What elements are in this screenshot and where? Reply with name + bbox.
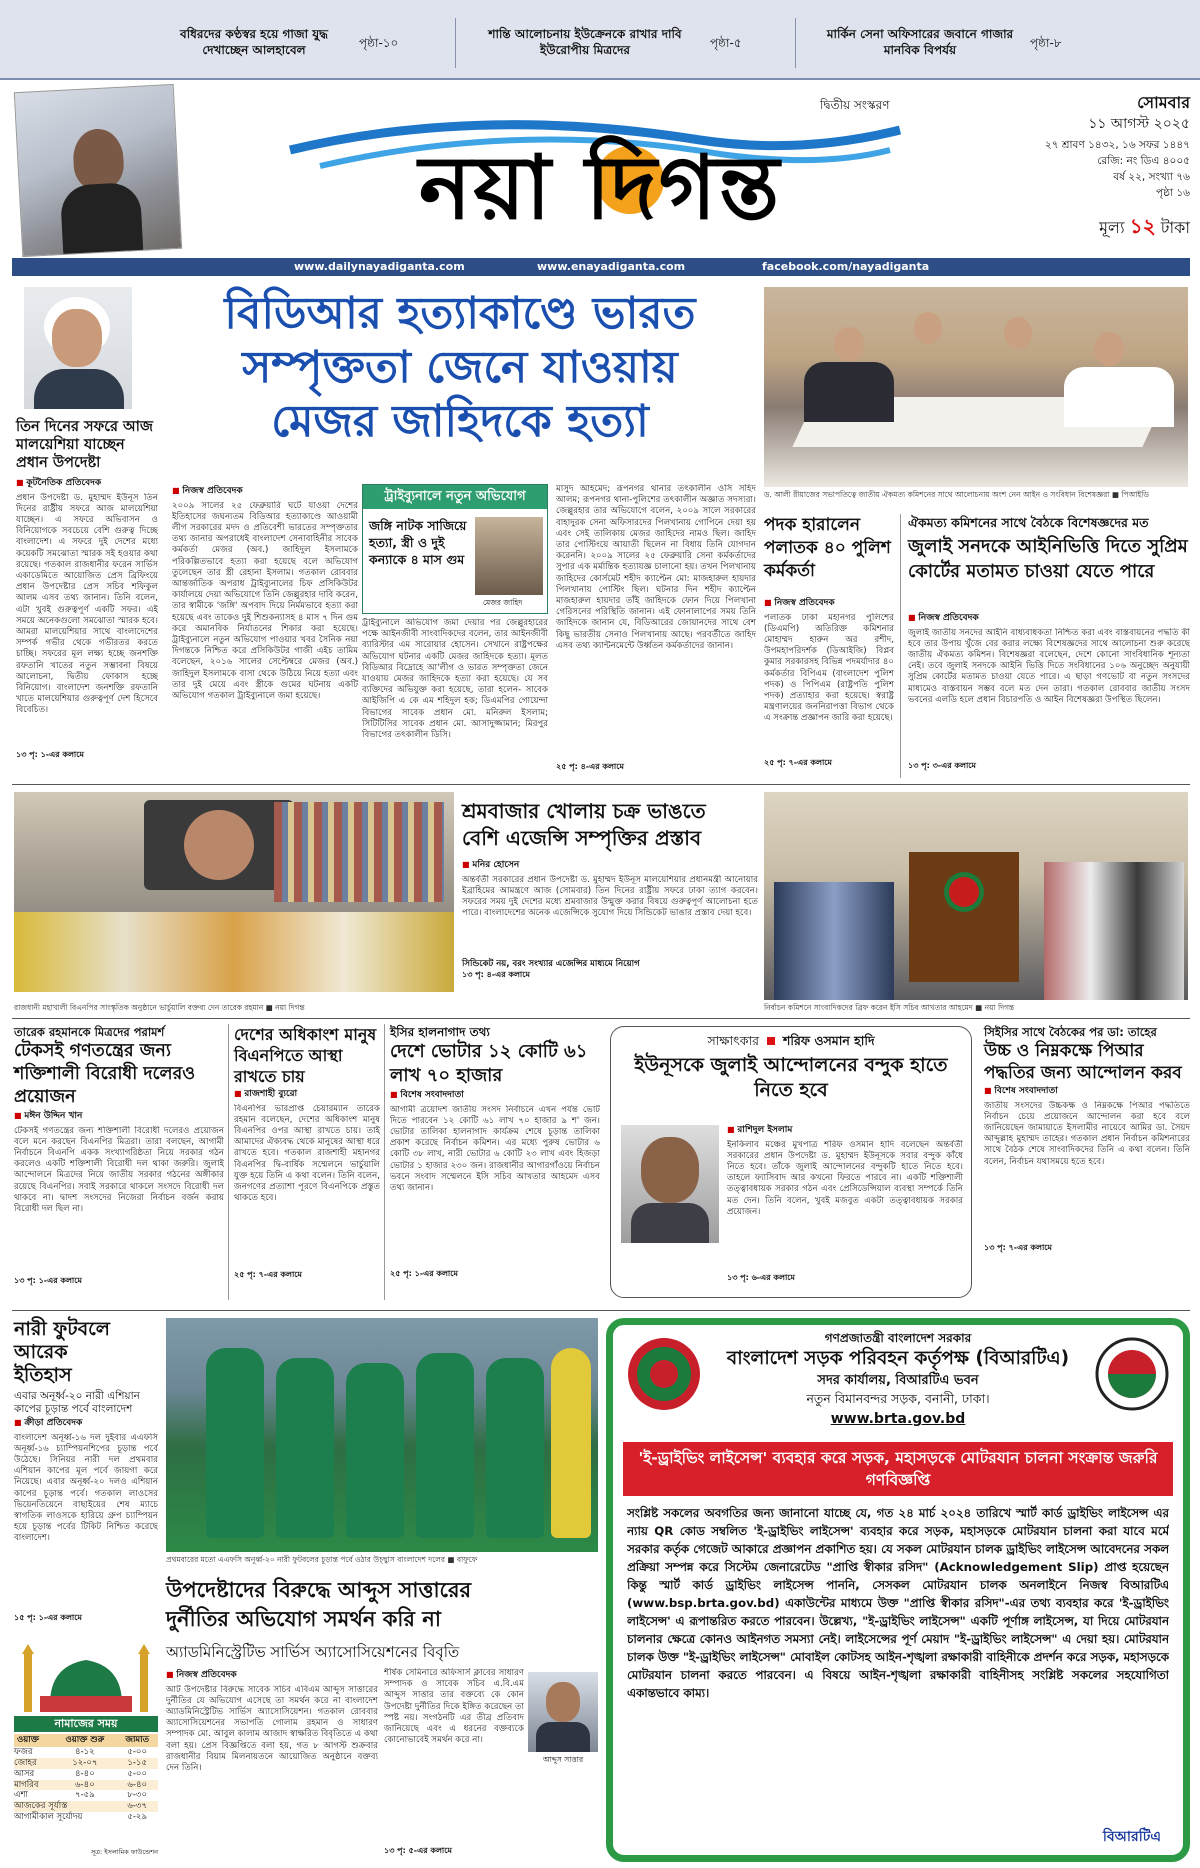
yunus-story [16, 476, 158, 776]
interview-box[interactable] [610, 1026, 972, 1298]
left-photo-caption: রাজধানী মহাখালী বিএনপির সাংস্কৃতিক অনুষ্ঠানে ভার্চুয়ালি বক্তব্য দেন তারেক রহমান ■ নয়া দিগন্ত [14, 1003, 305, 1012]
sattar-caption: আব্দুস সাত্তার [542, 1755, 584, 1764]
price-unit: টাকা [1160, 218, 1190, 237]
majority-continued: ২৫ পৃ: ৭-এর কলামে [234, 1269, 302, 1279]
epaper-link[interactable]: www.enayadiganta.com [537, 260, 686, 273]
prayer-col-header: ওয়াক্ত শুরু [65, 1735, 105, 1745]
prayer-row: জোহর ১২-০৭ ১-১৫ [14, 1758, 158, 1769]
yunus-byline: ■ কূটনৈতিক প্রতিবেদক [16, 478, 158, 490]
major-zahid-photo [475, 517, 543, 595]
prayer-times-box [14, 1644, 158, 1860]
teaser-1-page: পৃষ্ঠা-১০ [359, 36, 399, 50]
football-headline: নারী ফুটবলে আরেক ইতিহাস [14, 1318, 110, 1386]
consensus-continued: ১৩ পৃ: ৩-এর কলামে [908, 760, 976, 770]
brta-logo-icon [1093, 1335, 1171, 1413]
photo-credit: নয়া দিগন্ত [275, 1003, 305, 1012]
registration: রেজি: নং ডিএ ৪০০৫ [1097, 155, 1190, 167]
lead-headline-line: মেজর জাহিদকে হত্যা [271, 396, 649, 447]
admin-continued: ১৩ পৃ: ৫-এর কলামে [384, 1846, 452, 1855]
voters-headline: দেশে ভোটার ১২ কোটি ৬১ লাখ ৭০ হাজার [390, 1041, 588, 1086]
page-count: পৃষ্ঠা ১৬ [1156, 187, 1190, 199]
police-continued: ২৫ পৃ: ৭-এর কলামে [764, 757, 832, 767]
admin-byline: ■ নিজস্ব প্রতিবেদক [166, 1670, 378, 1682]
date-bangla: ২৭ শ্রাবণ ১৪৩২, ১৬ সফর ১৪৪৭ [1044, 139, 1190, 151]
price-number: ১২ [1129, 214, 1156, 238]
interview-headline: ইউনূসকে জুলাই আন্দোলনের বন্দুক হাতে নিতে হবে [634, 1054, 948, 1101]
teaser-3-text: মার্কিন সেনা অফিসারের জবানে গাজার মানবিক বিপর্যয় [826, 27, 1014, 57]
lead-col-3 [556, 484, 756, 774]
tarique-continued: ১৩ পৃ: ১-এর কলামে [14, 1275, 82, 1285]
interview-body: ইনকিলাব মঞ্চের মুখপাত্র শরিফ ওসমান হাদি বলেছেন অন্তর্বর্তী সরকারের প্রধান উপদেষ্টা ড. মুহাম্মদ ইউনূসকে সবার বন্দুক কাঁধে নিতে হবে। তাঁকে জুলাই আন্দোলনের বন্দুকটি হাতে নিতে হবে। তাহলে ফ্যাসিবাদ আর কখনো ফিরতে পারবে না। একটি শক্তিশালী তত্ত্বাবধায়ক সরকার গঠন এবং প্রেসিডেন্সিয়াল ব্যবস্থা সম্পর্কে তিনি মত দেন। তিনি বলেন, খুবই মজবুত একটা তত্ত্বাবধায়ক সরকার প্রয়োজন। [727, 1139, 963, 1217]
prayer-title: নামাজের সময় [14, 1716, 158, 1732]
police-byline: ■ নিজস্ব প্রতিবেদক [764, 598, 894, 610]
labour-story [462, 858, 758, 1004]
teaser-2-page: পৃষ্ঠা-৫ [710, 36, 742, 50]
ad-org: বাংলাদেশ সড়ক পরিবহন কর্তৃপক্ষ (বিআরটিএ) [726, 1348, 1070, 1370]
photo-credit: পিআইডি [1121, 490, 1149, 499]
football-photo[interactable] [166, 1318, 598, 1552]
yunus-headline[interactable]: তিন দিনের সফরে আজ মালয়েশিয়া যাচ্ছেন প্রধান উপদেষ্টা [16, 419, 153, 471]
interview-label-row [611, 1033, 971, 1049]
tribunal-text: জঙ্গি নাটক সাজিয়ে হত্যা, স্ত্রী ও দুই কন্যাকে ৪ মাস গুম [369, 518, 467, 567]
column-rule [384, 1024, 385, 1300]
interview-text [727, 1123, 963, 1293]
tribunal-box[interactable] [362, 484, 548, 614]
police-headline[interactable]: পদক হারালেন পলাতক ৪০ পুলিশ কর্মকর্তা [764, 515, 891, 581]
interview-label: সাক্ষাৎকার [707, 1033, 760, 1048]
labour-headline-line: শ্রমবাজার খোলায় চক্র ভাঙতে [462, 799, 706, 823]
admin-col-1 [166, 1668, 378, 1860]
majority-byline: ■ রাজশাহী ব্যুরো [234, 1089, 380, 1101]
bullet-icon [767, 1037, 775, 1045]
admin-headline-line: উপদেষ্টাদের বিরুদ্ধে আব্দুস সাত্তারের [166, 1578, 472, 1602]
labour-headline-line: বেশি এজেন্সি সম্পৃক্তির প্রস্তাব [462, 826, 702, 850]
admin-body-1: আট উপদেষ্টার বিরুদ্ধে সাবেক সচিব এবিএম আব্দুস সাত্তারের দুর্নীতির যে অভিযোগ এসেছে তা সমর্থন করে না বাংলাদেশ অ্যাডমিনিস্ট্রেটিভ সার্ভিস অ্যাসোসিয়েশন। গতকাল রোববার অ্যাসোসিয়েশনের সভাপতি গোলাম রহমান ও সাধারণ সম্পাদক মো. আবুল কালাম আজাদ স্বাক্ষরিত বিবৃতিতে এ কথা বলা হয়। প্রেস বিজ্ঞপ্তিতে বলা হয়, গত ৮ আগস্ট শুক্রবার রাজধানীর বিয়াম মিলনায়তনে আয়োজিত অনুষ্ঠানে বক্তব্য দেন তিনি। [166, 1684, 378, 1773]
majority-story[interactable] [234, 1024, 380, 1302]
section-rule [12, 1018, 1190, 1019]
lead-byline: ■ নিজস্ব প্রতিবেদক [172, 486, 358, 498]
volume: বর্ষ ২২, সংখ্যা ৭৬ [1113, 171, 1190, 183]
pr-headline: উচ্চ ও নিম্নকক্ষে পিআর পদ্ধতির জন্য আন্দোলন করব [984, 1041, 1182, 1083]
labour-byline: ■ মনির হোসেন [462, 860, 758, 872]
admin-col-2 [384, 1668, 524, 1860]
football-photo-caption: প্রথমবারের মতো এএফসি অনূর্ধ্ব-২০ নারী ফুটবলের চূড়ান্ত পর্বে ওঠার উচ্ছ্বাস বাংলাদেশ দলের ■ বাফুফে [166, 1555, 478, 1564]
brta-ad[interactable] [606, 1318, 1190, 1862]
lead-col-1 [172, 484, 358, 774]
pr-body: জাতীয় সংসদের উচ্চকক্ষ ও নিম্নকক্ষে পিআর পদ্ধতিতে নির্বাচন চেয়ে প্রয়োজনে আন্দোলন করা হবে বলে জানিয়েছেন জামায়াতে ইসলামীর নায়েবে আমির ডা. সৈয়দ আব্দুল্লাহ মুহাম্মদ তাহের। গতকাল প্রধান নির্বাচন কমিশনারের সাথে বৈঠক শেষে সাংবাদিকদের তিনি এ কথা বলেন। তিনি বলেন, নির্বাচন যথাসময়ে হতে হবে। [984, 1100, 1190, 1167]
date-block [985, 92, 1190, 241]
admin-body-2: শীর্ষক সেমিনারে অফিসার্স ক্লাবের সাধারণ সম্পাদক ও সাবেক সচিব এ.বি.এম আব্দুস সাত্তার তার বক্তব্যে কে কোন উপদেষ্টা দুর্নীতির দিকে ইঙ্গিত করেছেন তা স্পষ্ট নয়। সংগঠনটি এর তীব্র প্রতিবাদ জানিয়েছে এবং এ ধরনের বক্তব্যকে কোনোভাবেই সমর্থন করে না। [384, 1668, 524, 1746]
prayer-row: এশা ৭-৫৯ ৮-৩০ [14, 1790, 147, 1801]
tarique-story[interactable] [14, 1024, 224, 1302]
voters-story[interactable] [390, 1024, 600, 1302]
police-body: পলাতক ঢাকা মহানগর পুলিশের (ডিএমপি) অতিরিক্ত কমিশনার মোহাম্মদ হারুন অর রশীদ, উপমহাপরিদর্শক (ডিআইজি) বিপ্লব কুমার সরকারসহ বিভিন্ন পদমর্যাদার ৪০ কর্মকর্তার বিপিএম (বাংলাদেশ পুলিশ পদক) ও পিপিএম (রাষ্ট্রপতি পুলিশ পদক) প্রত্যাহার করা হয়েছে। স্বরাষ্ট্র মন্ত্রণালয়ের জননিরাপত্তা বিভাগ থেকে এ সংক্রান্ত প্রজ্ঞাপন জারি করা হয়েছে। [764, 612, 894, 724]
pr-kicker: সিইসির সাথে বৈঠকের পর ডা: তাহের [984, 1025, 1157, 1039]
sunrise-row: আগামীকাল সূর্যোদয় ৫-২৯ [14, 1812, 147, 1823]
website-link[interactable]: www.dailynayadiganta.com [294, 260, 465, 273]
interview-continued: ১৩ পৃ: ৬-এর কলামে [727, 1272, 795, 1282]
majority-headline: দেশের অধিকাংশ মানুষ বিএনপিতে আস্থা রাখতে চায় [234, 1025, 377, 1086]
teaser-3[interactable] [800, 18, 1190, 68]
lead-body-2: ট্রাইব্যুনালে অভিযোগ জমা দেয়ার পর জেল্লুরহারের পক্ষে আইনজীবী সাংবাদিকদের বলেন, তার আইনজীবী ব্যারিস্টার এম সারোয়ার হোসেন। সেখানে রাষ্ট্রপক্ষের অভিযোগ ঘটনার একটি মেজর জাহিদকে হত্যা। মূলত বিডিআর বিদ্রোহে আ'লীগ ও ভারত সম্পৃক্ততা জেনে যাওয়ায় মেজর জাহিদকে হত্যা করা হয়েছে। যে সব ব্যক্তিদের অভিযুক্ত করা হয়েছে, তারা হলেন- সাবেক আইজিপি এ কে এম শহিদুল হক; ডিএমপির গোয়েন্দা বিভাগের সাবেক প্রধান মো. মনিরুল ইসলাম; সিটিটিসির সাবেক প্রধান মো. আসাদুজ্জামান; মিরপুর বিভাগের তৎকালীন ডিসি। [362, 618, 548, 741]
voters-body: আগামী ত্রয়োদশ জাতীয় সংসদ নির্বাচনে এখন পর্যন্ত ভোট দিতে পারবেন ১২ কোটি ৬১ লাখ ৭০ হাজার ৯ শ' জন। ভোটার তালিকা হালনাগাদ কার্যক্রম শেষে চূড়ান্ত তালিকা প্রকাশ করেছে নির্বাচন কমিশন। এর মধ্যে পুরুষ ভোটার ৬ কোটি ৩৮ লাখ, নারী ভোটার ৬ কোটি ২৩ লাখ এবং হিজড়া ভোটার ১ হাজার ২৩০ জন। রাজধানীর আগারগাঁওয়ে নির্বাচন ভবনে সংবাদ সম্মেলনে ইসি সচিব আখতার আহমেদ এসব তথ্য জানান। [390, 1104, 600, 1193]
ad-signature: বিআরটিএ [1102, 1829, 1161, 1846]
prayer-row: মাগরিব ৬-৪০ ৬-৪০ [14, 1780, 158, 1791]
teaser-1[interactable] [14, 18, 454, 68]
yunus-photo[interactable] [24, 287, 132, 409]
lead-headline-line: সম্পৃক্ততা জেনে যাওয়ায় [242, 342, 678, 393]
lead-col-2 [362, 618, 548, 776]
photo-credit: বাফুফে [456, 1555, 478, 1564]
column-rule [228, 1024, 229, 1300]
ad-website[interactable]: www.brta.gov.bd [830, 1411, 966, 1428]
price [985, 213, 1190, 241]
consensus-story[interactable] [908, 514, 1190, 584]
teaser-1-text: বধিরদের কণ্ঠস্বর হয়ে গাজা যুদ্ধ দেখাচ্ছেন আলহাবেল [180, 27, 328, 57]
pr-byline: ■ বিশেষ সংবাদদাতা [984, 1086, 1190, 1098]
tarique-byline: ■ মঈন উদ্দিন খান [14, 1111, 224, 1123]
section-rule [12, 1310, 1190, 1311]
football-continued: ১৫ পৃ: ১-এর কলামে [14, 1612, 82, 1622]
masthead-title: নয়া দিগন্ত [418, 135, 782, 239]
ad-address: নতুন বিমানবন্দর সড়ক, বনানী, ঢাকা। [806, 1391, 990, 1407]
tarique-kicker: তারেক রহমানকে মিত্রদের পরামর্শ [14, 1025, 165, 1039]
teaser-2[interactable] [460, 18, 790, 68]
prayer-row: ফজর ৪-১২ ৫-০০ [14, 1746, 147, 1757]
lead-body-1: ২০০৯ সালের ২৫ ফেব্রুয়ারি ঘটে যাওয়া দেশের ইতিহাসের জঘন্যতম বিডিআর হত্যাকাণ্ডে আওয়ামী লীগ সরকারের মদদ ও প্রতিবেশী ভারতের সম্পৃক্ততার তথ্য জানার অপরাধেই বাংলাদেশ সেনাবাহিনীর সাবেক কর্মকর্তা মেজর (অব.) জাহিদুল ইসলামকে পরিকল্পিতভাবে হত্যা করা হয়েছে বলে অভিযোগ তুলেছেন তার স্ত্রী রেহানা ইসলাম। গতকাল রোববার আন্তর্জাতিক অপরাধ ট্রাইব্যুনালের চিফ প্রসিকিউটর কার্যালয়ে দেয়া অভিযোগে তিনি জেল্লুরহার দাবি করেন, তার স্বামীকে 'জঙ্গি' অপবাদ দিয়ে নির্মমভাবে হত্যা করা হয়েছে এবং তাকেও দুই শিশুকন্যাসহ ৪ মাস ৭ দিন গুম করে অমানবিক নির্যাতনের শিকার করা হয়েছে। ট্রাইব্যুনালে নতুন অভিযোগ পাওয়ার খবর সৈনিক নয়া দিগন্তকে নিশ্চিত করে প্রসিকিউটর গাজী এইচ তামিম বলেছেন, ২০১৬ সালের সেপ্টেম্বরে মেজর (অব.) জাহিদুল ইসলামকে বাসা থেকে উঠিয়ে নিয়ে হত্যা এবং তার দুই মেয়ে এবং স্ত্রীকে গুমের ঘটনায় একটি অভিযোগ গতকাল ট্রাইব্যুনালে জমা হয়েছে। [172, 500, 358, 701]
mosque-icon [14, 1644, 158, 1714]
hadi-photo [621, 1125, 719, 1243]
bnp-event-photo[interactable] [14, 792, 454, 992]
consensus-body: জুলাই জাতীয় সনদের আইনি বাধ্যবাধকতা নিশ্চিত করা এবং বাস্তবায়নের পদ্ধতি কী হবে তার উপায় খুঁজে বের করার লক্ষ্যে বিশেষজ্ঞদের সাথে আলোচনা শুরু করেছে জাতীয় ঐকমত্য কমিশন। বিশেষজ্ঞরা বলেছেন, দেশে কোনো সাংবিধানিক শূন্যতা নেই। তবে জুলাই সনদকে আইনি ভিত্তি দিতে সংবিধানের ১০৬ অনুচ্ছেদ অনুযায়ী সুপ্রিম কোর্টের মতামত চাওয়া যেতে পারে। এ ছাড়া গণভোট বা নতুন সংসদের মাধ্যমেও বাস্তবায়ন সম্ভব বলে মত দেন তারা। গতকাল রোববার জাতীয় সংসদ ভবনের এলডি হলে প্রধান বিচারপতি ও আইন বিশেষজ্ঞরা উপস্থিত ছিলেন। [908, 627, 1190, 705]
consensus-headline: জুলাই সনদকে আইনিভিত্তি দিতে সুপ্রিম কোর্টের মতামত চাওয়া যেতে পারে [908, 536, 1188, 582]
voters-continued: ২৫ পৃ: ১-এর কলামে [390, 1268, 458, 1278]
labour-headline[interactable] [462, 798, 762, 852]
admin-headline[interactable] [166, 1576, 598, 1634]
voters-kicker: ইসির হালনাগাদ তথ্য [390, 1025, 490, 1039]
football-subhead: এবার অনূর্ধ্ব-২০ নারী এশিয়ান কাপের চূড়ান্ত পর্বে বাংলাদেশ [14, 1390, 140, 1415]
right-photo-caption: নির্বাচন কমিশনে সাংবাদিকদের ব্রিফ করেন ইসি সচিব আখতার আহমেদ ■ নয়া দিগন্ত [764, 1003, 1015, 1012]
sunset-row: আজকের সূর্যাস্ত ৬-৩৭ [14, 1801, 158, 1812]
consensus-meeting-photo[interactable] [764, 287, 1188, 487]
police-story [764, 596, 894, 778]
edition-label: দ্বিতীয় সংস্করণ [820, 98, 890, 112]
government-logo-icon [625, 1335, 703, 1413]
admin-subhead: অ্যাডমিনিস্ট্রেটিভ সার্ভিস অ্যাসোসিয়েশনের বিবৃতি [166, 1643, 460, 1661]
photo-credit: নয়া দিগন্ত [984, 1003, 1015, 1012]
lead-headline-line: বিডিআর হত্যাকাণ্ডে ভারত [224, 288, 696, 339]
teaser-2-text: শান্তি আলোচনায় ইউক্রেনকে রাখার দাবি ইউরোপীয় মিত্রদের [488, 27, 682, 57]
teaser-divider [795, 18, 796, 68]
admin-headline-line: দুর্নীতির অভিযোগ সমর্থন করি না [166, 1607, 441, 1631]
prayer-row: আসর ৪-৪০ ৫-০০ [14, 1768, 147, 1779]
price-label: মূল্য [1099, 218, 1125, 237]
football-body: বাংলাদেশ অনূর্ধ্ব-১৬ দল দুইবার এএফসি অনূর্ধ্ব-১৬ চ্যাম্পিয়নশিপের চূড়ান্ত পর্বে উঠেছে। সিনিয়র নারী দল প্রথমবার এশিয়ান কাপের মূল পর্বে জায়গা করে নিয়েছে। এবার অনূর্ধ্ব-২০ দলও এশিয়ান কাপের চূড়ান্ত পর্বে। গতকাল লাওসের ভিয়েনতিয়েনে বাছাইয়ের শেষ ম্যাচে স্বাগতিক লাওসকে হারিয়ে গ্রুপ চ্যাম্পিয়ন হয়ে চূড়ান্ত পর্বের টিকিট নিশ্চিত করেছে বাংলাদেশ। [14, 1432, 158, 1544]
consensus-photo-caption: ড. আলী রীয়াজের সভাপতিত্বে জাতীয় ঐকমত্য কমিশনের সাথে আলোচনায় অংশ নেন আইন ও সংবিধান বিশেষজ্ঞরা ■ পিআইডি [764, 490, 1149, 499]
tribunal-photo-caption: মেজর জাহিদ [483, 598, 523, 607]
ad-office: সদর কার্যালয়, বিআরটিএ ভবন [817, 1373, 979, 1389]
majority-body: বিএনপির ভারপ্রাপ্ত চেয়ারম্যান তারেক রহমান বলেছেন, দেশের অধিকাংশ মানুষ বিএনপির ওপর আস্থা রাখতে চায়। তাই আমাদের ঐক্যবদ্ধ থেকে মানুষের আস্থা ধরে রাখতে হবে। গতকাল রাজশাহী মহানগর বিএনপির দ্বি-বার্ষিক সম্মেলনে ভার্চুয়ালি যুক্ত হয়ে তিনি এ কথা বলেন। তিনি বলেন, জনগণের প্রত্যাশা পূরণে বিএনপিকে প্রস্তুত থাকতে হবে। [234, 1103, 380, 1204]
teaser-photo[interactable] [14, 84, 182, 257]
consensus-kicker: ঐকমত্য কমিশনের সাথে বৈঠকে বিশেষজ্ঞদের মত [908, 515, 1149, 530]
tribunal-label: ট্রাইব্যুনালে নতুন অভিযোগ [363, 485, 547, 509]
section-rule [12, 784, 1190, 785]
labour-body: অন্তর্বর্তী সরকারের প্রধান উপদেষ্টা ড. মুহাম্মদ ইউনূস মালয়েশিয়ার প্রধানমন্ত্রী আনোয়ার ইব্রাহিমের আমন্ত্রণে আজ (সোমবার) তিন দিনের রাষ্ট্রীয় সফরে ঢাকা ত্যাগ করবেন। সফরের সময় দুই দেশের মধ্যে শ্রমবাজার উন্মুক্ত করার বিষয়ে গুরুত্বপূর্ণ আলোচনা হতে পারে। বাংলাদেশের অনেক এজেন্সিকে সুযোগ দিয়ে সিন্ডিকেট ভাঙার প্রস্তাব দেয়া হবে। [462, 874, 758, 919]
interview-byline: ■ রাশিদুল ইসলাম [727, 1125, 963, 1137]
ad-banner: 'ই-ড্রাইভিং লাইসেন্স' ব্যবহার করে সড়ক, মহাসড়কে মোটরযান চালনা সংক্রান্ত জরুরি গণবিজ্ঞপ্তি [623, 1442, 1173, 1496]
ec-briefing-photo[interactable] [764, 792, 1188, 1000]
yunus-body: প্রধান উপদেষ্টা ড. মুহাম্মদ ইউনূস তিন দিনের রাষ্ট্রীয় সফরে আজ মালয়েশিয়া যাচ্ছেন। এ সফরে অভিবাসন ও বিনিয়োগকে সবচেয়ে বেশি গুরুত্ব দিচ্ছে বাংলাদেশ। এ সফরে দুই দেশের মধ্যে কয়েকটি সমঝোতা স্মারক সই হওয়ার কথা রয়েছে। গতকাল রাজধানীর ফরেন সার্ভিস একাডেমিতে আয়োজিত প্রেস ব্রিফিংয়ে প্রধান উপদেষ্টার প্রেস সচিব শফিকুল আলম এসব তথ্য জানান। তিনি বলেন, এটা খুবই গুরুত্বপূর্ণ একটি সফর। এই সময়ে অনেকগুলো সমঝোতা স্মারক হবে। আমরা মালয়েশিয়ার সাথে বাংলাদেশের সম্পর্ক গভীর থেকে গভীরতর করতে চাচ্ছি। সফরের মূল লক্ষ্য হচ্ছে জনশক্তি রফতানি খাতের নতুন সম্ভাবনা বিষয়ে আলোচনা, দ্বিতীয় ফোকাস হচ্ছে বিনিয়োগ। বাংলাদেশ জনশক্তি রফতানি খাতে মালয়েশিয়ার গুরুত্বপূর্ণ দেশ হিসেবে বিবেচিত। [16, 492, 158, 716]
interview-name: শরিফ ওসমান হাদি [783, 1033, 875, 1048]
lead-headline[interactable] [160, 287, 760, 449]
labour-note: সিন্ডিকেট নয়, বরং সংখ্যার এজেন্সির মাধ্যমে নিয়োগ [462, 958, 640, 969]
pr-continued: ১৩ পৃ: ৭-এর কলামে [984, 1242, 1052, 1252]
teaser-3-page: পৃষ্ঠা-৮ [1030, 36, 1062, 50]
labour-continued: ১৩ পৃ: ৪-এর কলামে [462, 969, 530, 979]
football-story[interactable] [14, 1318, 158, 1638]
lead-body-3: মাসুদ আহমেদ; রূপনগর থানার তৎকালীন ওসি সহিদ আলম; রূপনগর থানা-পুলিশের তৎকালীন অজ্ঞাত সদস্যরা। জেল্লুরহার তার অভিযোগে বলেন, ২০০৯ সালে সরকারের বাহাদুরক সেনা অফিসারদের পিলখানায় গোপিনে দেয়া হয় এবং সেই তালিকায় মেজর জাহিদের নামও ছিল। জাহিদ তার পোস্টিংয়ে আয়াতী ছিলেন না বিধায় তিনি যোগদান করেননি। ২০০৯ সালের ২৫ ফেব্রুয়ারি সেনা কর্মকর্তাদের সুপার এক মর্মান্তিক হত্যাযজ্ঞ চালানো হয়। তখন পিলখানায় জাহিদের কোর্সমেট শহীদ ক্যাপ্টেন মো: মাজহারুল হায়দার পিলখানায় পোস্টিং ছিল। ঘটনার দিন শহীদ ক্যাপ্টেন মাজহারুল হায়দার তাঁই জাহিদকে ফোন দিয়ে পিলখানা গেরিসনের পরিস্থিতি জানান। এই ফোনালাপের সময় তিনি জাহিদকে জানান যে, বিডিআরের জোয়ানদের সাথে বেশ কিছু ভারতীয় সেনাও পিলখানায় আছে। পরবর্তীতে জাহিদ এসব তথ্য ক্যান্টনমেন্টে উর্ধ্বতন কর্মকর্তাদের জানান। [556, 484, 756, 651]
ad-gov: গণপ্রজাতন্ত্রী বাংলাদেশ সরকার [824, 1331, 972, 1345]
football-byline: ■ ক্রীড়া প্রতিবেদক [14, 1418, 158, 1430]
abdus-sattar-photo [528, 1672, 598, 1752]
tarique-headline: টেকসই গণতন্ত্রের জন্য শক্তিশালী বিরোধী দলেরও প্রয়োজন [14, 1041, 196, 1107]
consensus-byline: ■ নিজস্ব প্রতিবেদক [908, 613, 1190, 625]
ad-body: সংশ্লিষ্ট সকলের অবগতির জন্য জানানো যাচ্ছে যে, গত ২৪ মার্চ ২০২৪ তারিখে স্মার্ট কার্ড ড্রাইভিং লাইসেন্স এর ন্যায় QR কোড সম্বলিত 'ই-ড্রাইভিং লাইসেন্স' ব্যবহার করে সড়ক, মহাসড়কে মোটরযান চালনা করা যাবে মর্মে সরকার কর্তৃক গেজেট আকারে প্রজ্ঞাপন প্রকাশিত হয়। যে সকল মোটরযান চালক ড্রাইভিং লাইসেন্স আবেদনের সকল প্রক্রিয়া সম্পন্ন করে সিস্টেম জেনারেটেড "প্রাপ্তি স্বীকার রসিদ" (Acknowledgement Slip) প্রাপ্ত হয়েছেন কিন্তু স্মার্ট কার্ড ড্রাইভিং লাইসেন্স পাননি, সেসকল মোটরযান চালক অনলাইনে নিজস্ব বিআরটিএ (www.bsp.brta.gov.bd) একাউন্টের মাধ্যমে উক্ত "প্রাপ্তি স্বীকার রসিদ"-এর তথ্য ব্যবহার করে 'ই-ড্রাইভিং লাইসেন্স' এ রূপান্তরিত করতে পারবেন। উল্লেখ্য, "ই-ড্রাইভিং লাইসেন্স" একটি পূর্ণাঙ্গ লাইসেন্স, যা দিয়ে মোটরযান চালনার ক্ষেত্রে কোনও আইনগত সমস্যা নেই। লাইসেন্সের পূর্ণ মেয়াদ "ই-ড্রাইভিং লাইসেন্স" এ দেয়া হয়। মোটরযান চালক উক্ত "ই-ড্রাইভিং লাইসেন্স" মোবাইল কোটসহ আইন-শৃঙ্খলা রক্ষাকারী বাহিনীকে প্রদর্শন করে সড়ক, মহাসড়কে মোটরযান চালনা করতে পারবেন। এ বিষয়ে আইন-শৃঙ্খলা রক্ষাকারী বাহিনীসহ সংশ্লিষ্ট সকলের সহযোগিতা একান্তভাবে কাম্য। [627, 1506, 1169, 1701]
masthead-logo[interactable] [280, 110, 910, 245]
facebook-link[interactable]: facebook.com/nayadiganta [762, 260, 930, 273]
day: সোমবার [1137, 93, 1190, 112]
lead-continued: ২৫ পৃ: ৪-এর কলামে [556, 762, 624, 771]
link-bar [12, 258, 1190, 276]
teaser-divider [455, 18, 456, 68]
yunus-continued: ১৩ পৃ: ১-এর কলামে [16, 749, 84, 759]
date-english: ১১ আগস্ট ২০২৫ [1088, 116, 1190, 132]
consensus-body-block [908, 611, 1190, 778]
column-rule [900, 514, 901, 778]
prayer-col-header: জামাত [125, 1735, 149, 1745]
voters-byline: ■ বিশেষ সংবাদদাতা [390, 1090, 600, 1102]
pr-story[interactable] [984, 1024, 1190, 1302]
prayer-table [14, 1734, 158, 1823]
prayer-credit: সূত্র: ইসলামিক ফাউন্ডেশন [90, 1848, 158, 1856]
tarique-body: টেকসই গণতন্ত্রের জন্য শক্তিশালী বিরোধী দলেরও প্রয়োজন বলে মনে করছেন বিএনপির মিত্ররা। তারা বলছেন, আগামী নির্বাচনে বিএনপি একক সংখ্যাগরিষ্ঠতা নিয়ে সরকার গঠন করলেও একটি শক্তিশালী বিরোধী দল থাকা জরুরি। জুলাই আন্দোলনে মিত্রদের নিয়ে জাতীয় সরকার গঠনের অঙ্গীকার রয়েছে বিএনপির। সবাই সরকারে থাকলে সংসদে বিরোধী দল থাকবে না। দ্বাদশ সংসদের নিজেরা নির্বাচন বর্জন করায় বিরোধী দল ছিল না। [14, 1125, 224, 1214]
prayer-col-header: ওয়াক্ত [17, 1735, 39, 1745]
